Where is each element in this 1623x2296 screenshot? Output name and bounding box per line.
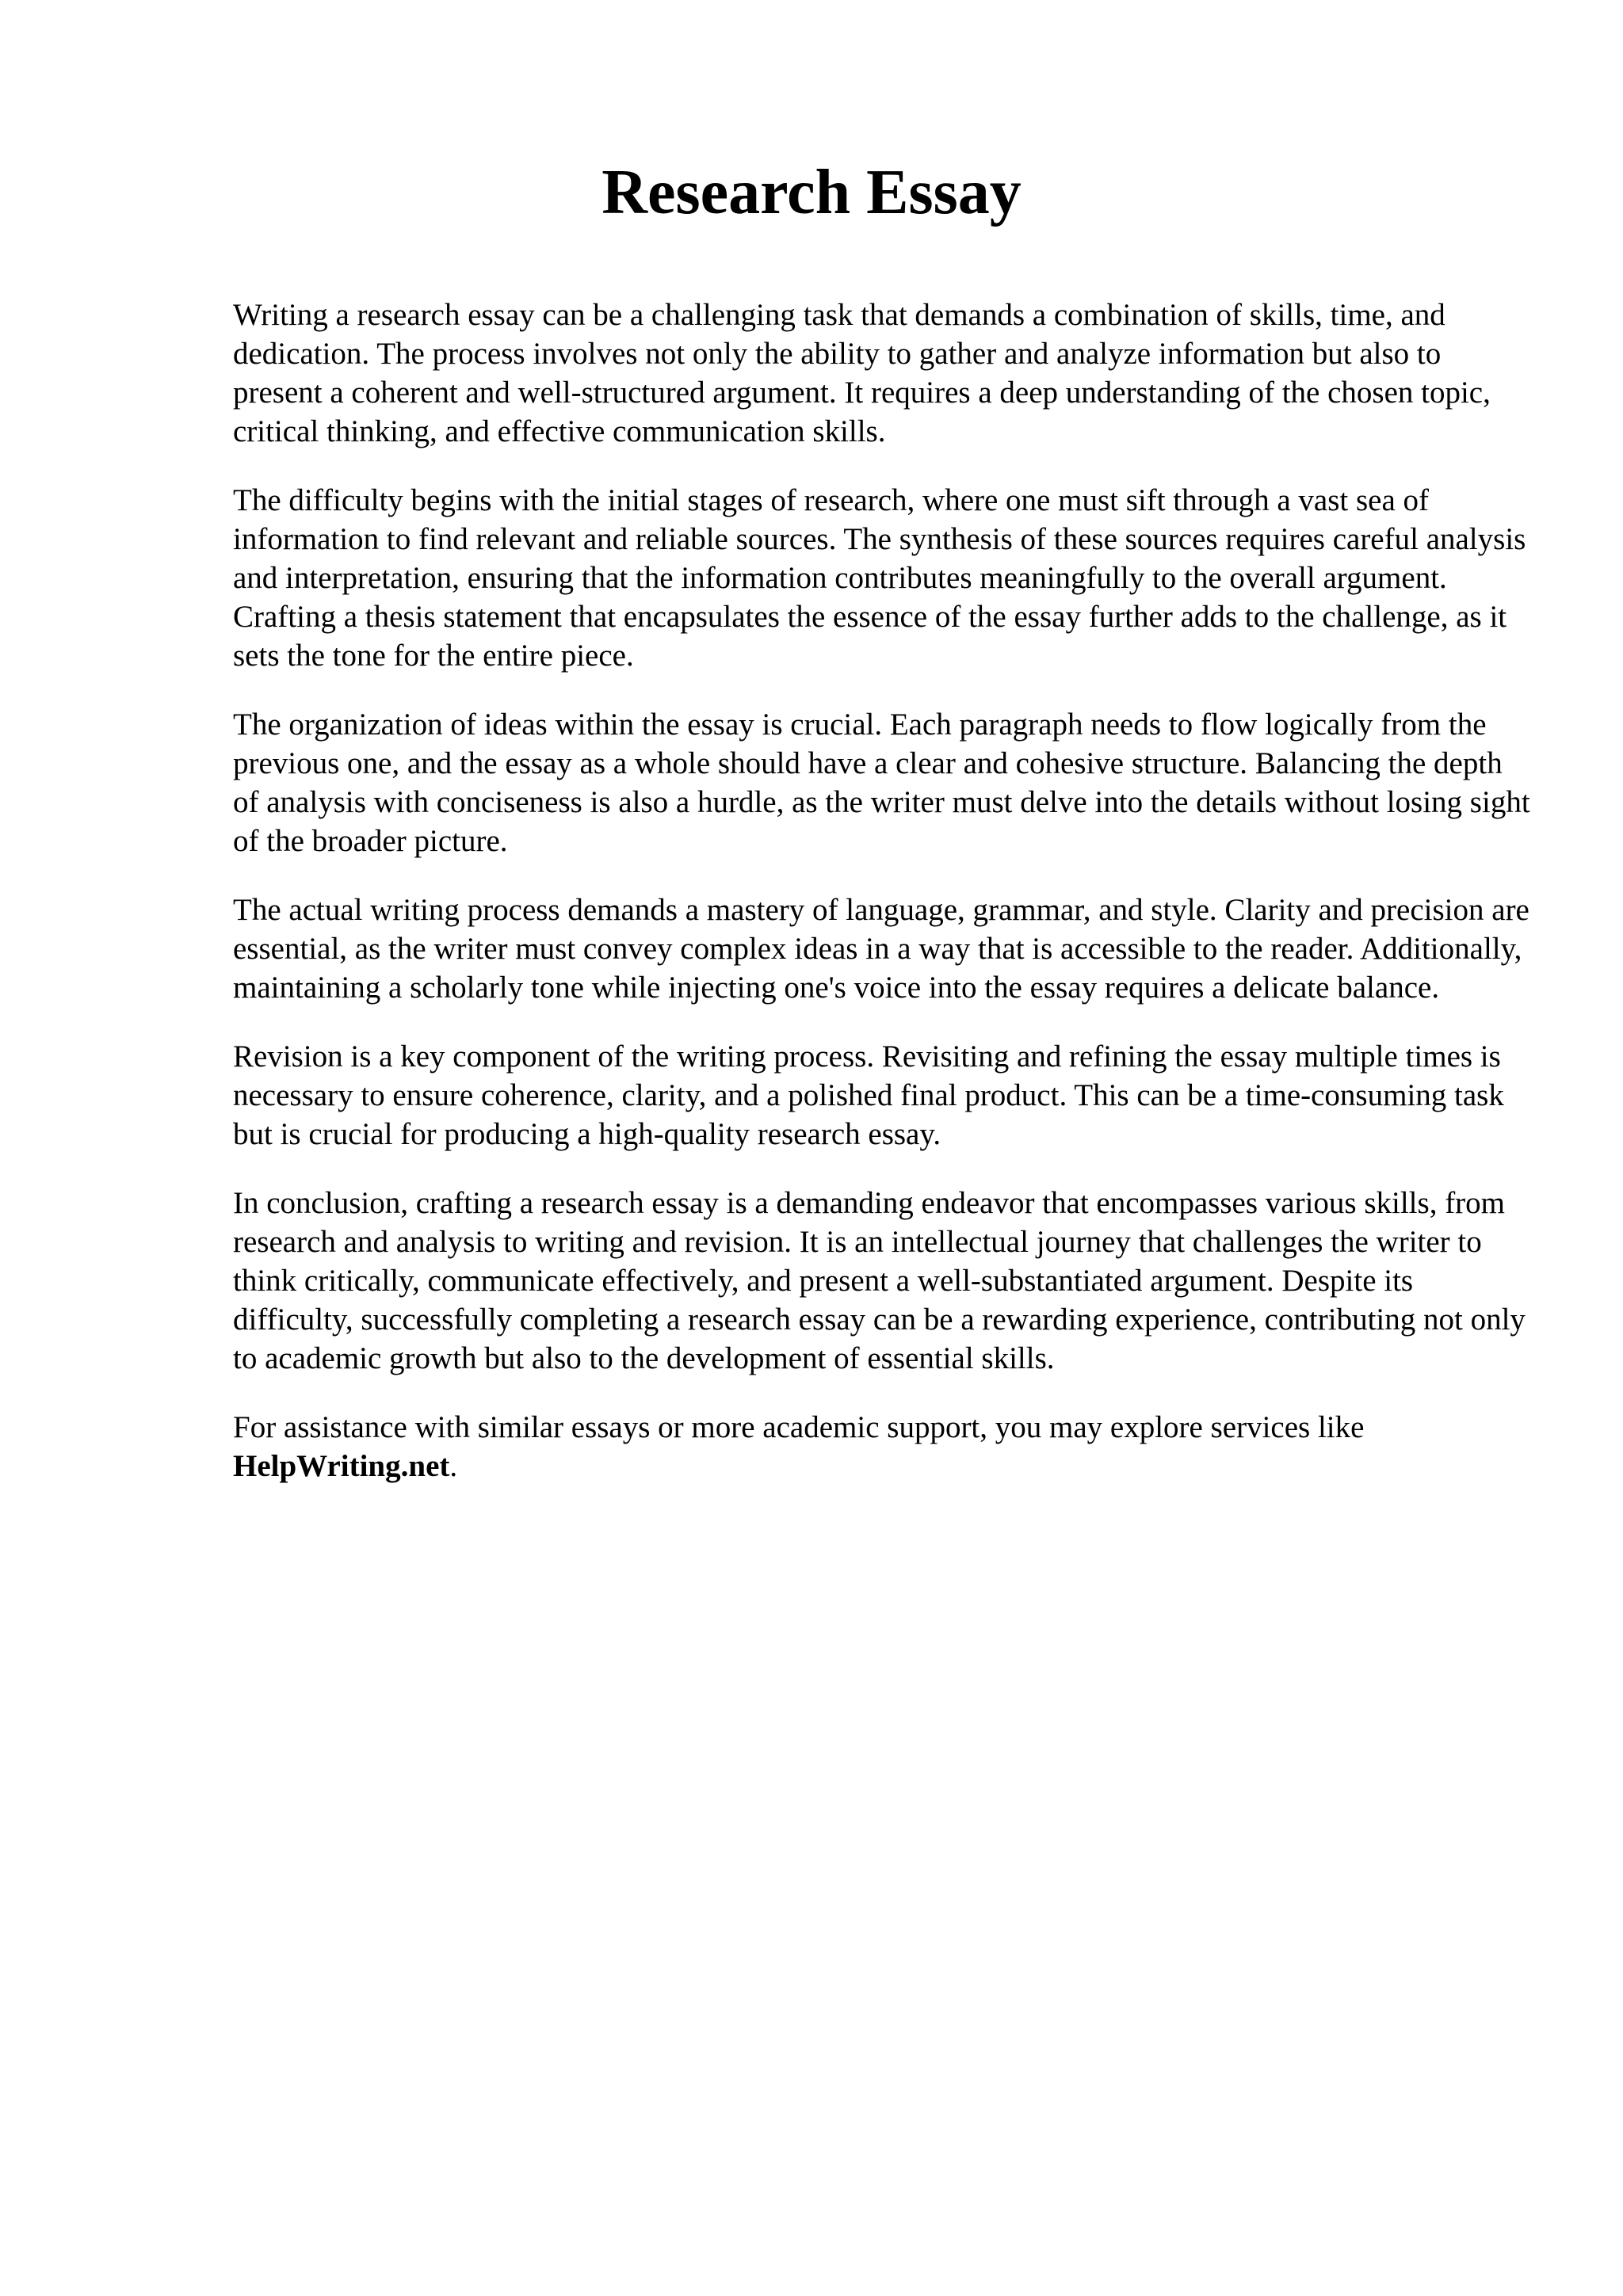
closing-paragraph [233, 1408, 1533, 1486]
closing-text: For assistance with similar essays or more academic support, you may explore services like [233, 1410, 1365, 1444]
essay-body [233, 296, 1533, 1516]
paragraph-5: Revision is a key component of the writing process. Revisiting and refining the essay multiple times is necessary to ensure coherence, clarity, and a polished final product. This can be a time-consuming task but is crucial for producing a high-quality research essay. [233, 1039, 1504, 1151]
paragraph-3: The organization of ideas within the essay is crucial. Each paragraph needs to flow logically from the previous one, and the essay as a whole should have a clear and cohesive structure. Balancing the depth of analysis with conciseness is also a hurdle, as the writer must delve into the details without losing sight of the broader picture. [233, 707, 1530, 858]
page-title: Research Essay [601, 158, 1022, 227]
closing-period: . [449, 1449, 458, 1483]
paragraph-1: Writing a research essay can be a challenging task that demands a combination of skills, time, and dedication. The process involves not only the ability to gather and analyze information but also to present a coherent and well-structured argument. It requires a deep understanding of the chosen topic, critical thinking, and effective communication skills. [233, 298, 1491, 448]
brand-name: HelpWriting.net [233, 1449, 450, 1483]
paragraph-6: In conclusion, crafting a research essay is a demanding endeavor that encompasses various skills, from research and analysis to writing and revision. It is an intellectual journey that challenges the writer to think critically, communicate effectively, and present a well-substantiated argument. Despite its difficulty, successfully completing a research essay can be a rewarding experience, contributing not only to academic growth but also to the development of essential skills. [233, 1186, 1526, 1375]
paragraph-4: The actual writing process demands a mastery of language, grammar, and style. Clarity and precision are essential, as the writer must convey complex ideas in a way that is accessible to the reader. Additionally, maintaining a scholarly tone while injecting one's voice into the essay requires a delicate balance. [233, 893, 1529, 1005]
paragraph-2: The difficulty begins with the initial stages of research, where one must sift through a vast sea of information to find relevant and reliable sources. The synthesis of these sources requires careful analysis and interpretation, ensuring that the information contributes meaningfully to the overall argument. Crafting a thesis statement that encapsulates the essence of the essay further adds to the challenge, as it sets the tone for the entire piece. [233, 483, 1526, 673]
